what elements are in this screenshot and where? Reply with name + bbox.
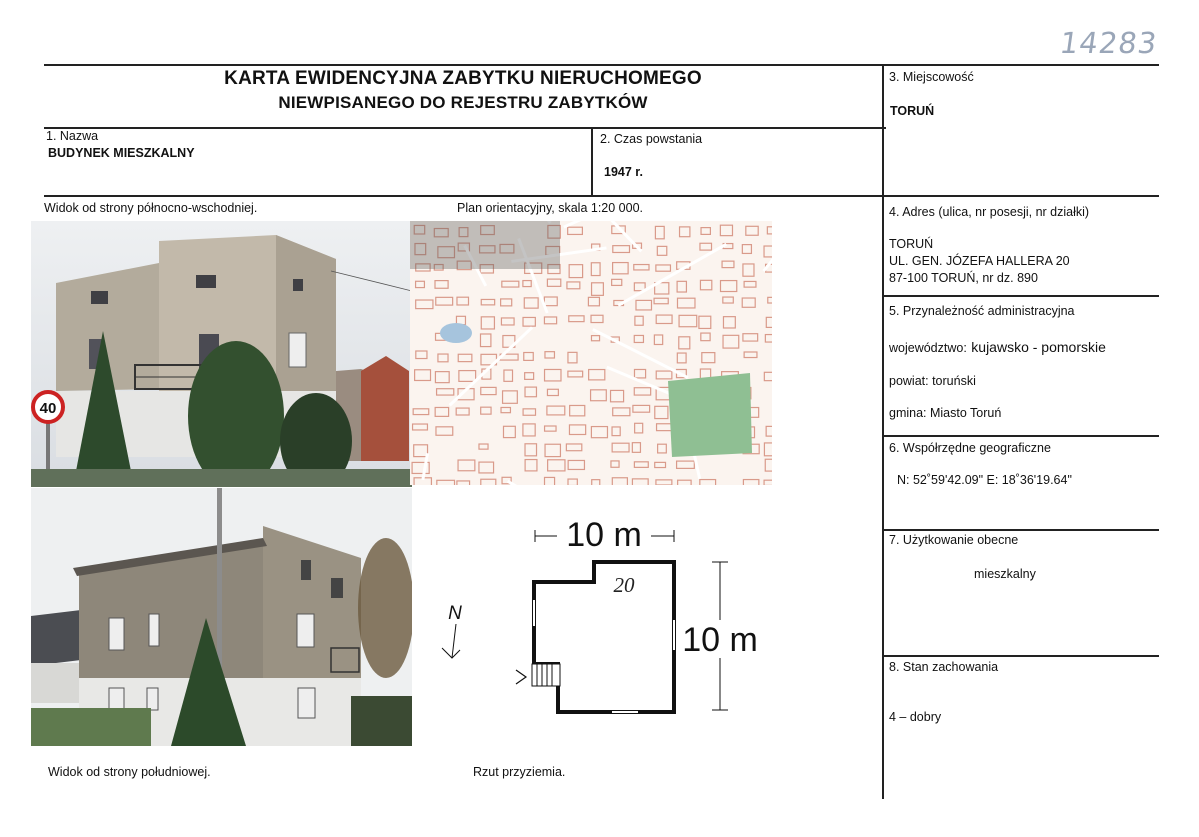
orientation-map: [410, 221, 772, 485]
locality-label: 3. Miejscowość: [889, 70, 974, 84]
admin-label: 5. Przynależność administracyjna: [889, 304, 1075, 318]
usage-bottom-border: [882, 655, 1159, 657]
usage-value: mieszkalny: [974, 567, 1036, 581]
scale-top-label: 10 m: [566, 516, 642, 554]
name-row-bottom-border: [44, 195, 1159, 197]
house-number-label: 20: [613, 573, 635, 597]
caption-plan: Plan orientacyjny, skala 1:20 000.: [457, 201, 643, 215]
condition-label: 8. Stan zachowania: [889, 660, 999, 674]
admin-bottom-border: [882, 435, 1159, 437]
photo-south-view: [31, 488, 412, 746]
name-date-divider: [591, 127, 593, 196]
photo-northeast-view: [31, 221, 412, 487]
card-title-line1: KARTA EWIDENCYJNA ZABYTKU NIERUCHOMEGO: [224, 68, 702, 89]
county-value: powiat: toruński: [889, 374, 976, 388]
voivodeship-label: województwo:: [889, 341, 967, 355]
coords-label: 6. Współrzędne geograficzne: [889, 441, 1051, 455]
address-line2: UL. GEN. JÓZEFA HALLERA 20: [889, 254, 1070, 268]
condition-value: 4 – dobry: [889, 710, 942, 724]
floor-plan: [412, 500, 774, 746]
address-label: 4. Adres (ulica, nr posesji, nr działki): [889, 205, 1090, 219]
scale-right-label: 10 m: [682, 621, 758, 659]
caption-floor: Rzut przyziemia.: [473, 765, 566, 779]
name-label: 1. Nazwa: [46, 129, 99, 143]
top-border: [44, 64, 1159, 66]
caption-view-ne: Widok od strony północno-wschodniej.: [44, 201, 258, 215]
address-line3: 87-100 TORUŃ, nr dz. 890: [889, 271, 1038, 285]
voivodeship-row: [889, 339, 1106, 357]
commune-value: gmina: Miasto Toruń: [889, 406, 1002, 420]
right-column-divider: [882, 64, 884, 799]
name-value: BUDYNEK MIESZKALNY: [48, 146, 195, 160]
coords-bottom-border: [882, 529, 1159, 531]
north-label: N: [448, 603, 462, 624]
address-bottom-border: [882, 295, 1159, 297]
speed-sign-text: 40: [39, 400, 57, 417]
card-title-line2: NIEWPISANEGO DO REJESTRU ZABYTKÓW: [278, 93, 648, 112]
date-value: 1947 r.: [604, 165, 643, 179]
date-label: 2. Czas powstania: [600, 132, 703, 146]
locality-value: TORUŃ: [890, 104, 935, 118]
address-line1: TORUŃ: [889, 237, 934, 251]
coords-value: N: 52˚59'42.09" E: 18˚36'19.64": [897, 473, 1072, 487]
caption-view-s: Widok od strony południowej.: [48, 765, 211, 779]
header-bottom-border: [44, 127, 886, 129]
handwritten-number: 14283: [1057, 26, 1160, 60]
usage-label: 7. Użytkowanie obecne: [889, 533, 1019, 547]
voivodeship-value: kujawsko - pomorskie: [971, 339, 1106, 355]
